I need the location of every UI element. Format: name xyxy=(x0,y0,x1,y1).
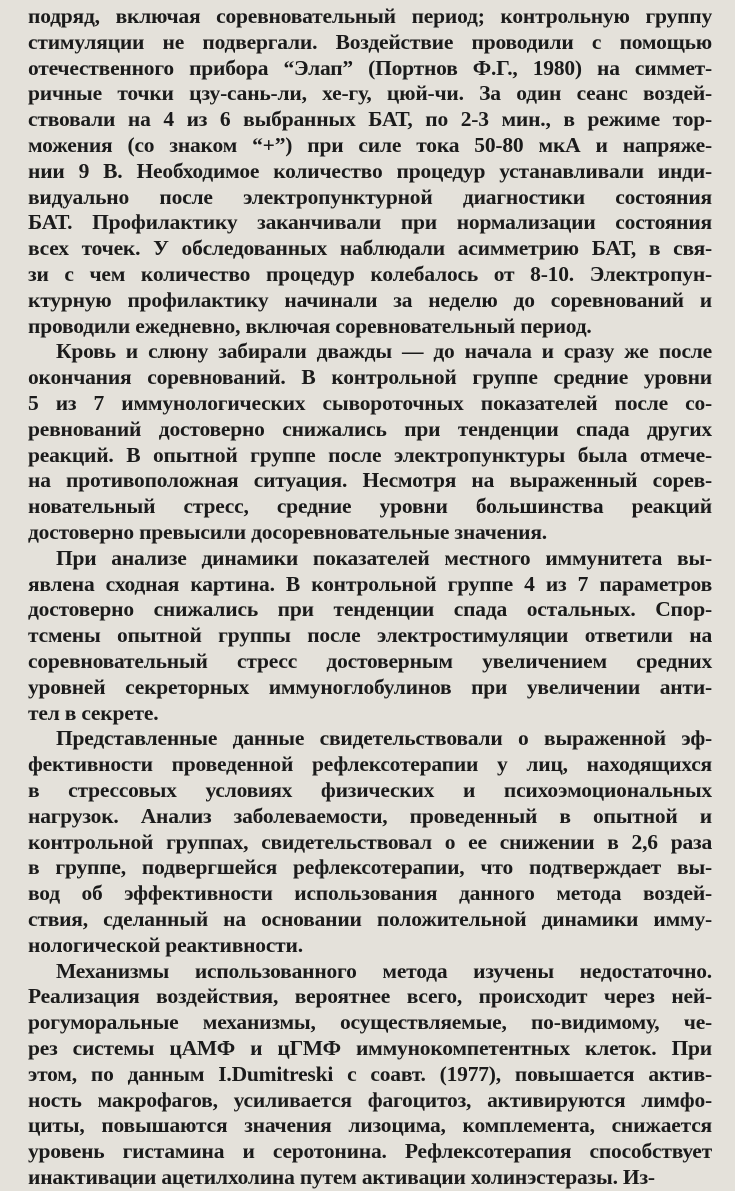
paragraph xyxy=(28,726,712,958)
paragraph xyxy=(28,4,712,339)
text-line: нагрузок. Анализ заболеваемости, проведенный в опытной и xyxy=(28,803,712,828)
text-line: этом, по данным I.Dumitreski с соавт. (1977), повышается актив- xyxy=(28,1061,712,1086)
text-line: тел в секрете. xyxy=(28,700,159,725)
text-line: циты, повышаются значения лизоцима, комплемента, снижается xyxy=(28,1113,712,1138)
paragraph xyxy=(28,546,712,727)
text-line: нологической реактивности. xyxy=(28,932,303,957)
text-line: фективности проведенной рефлексотерапии у лиц, находящихся xyxy=(28,752,712,777)
text-line: ричные точки цзу-сань-ли, хе-гу, цюй-чи. За один сеанс воздей- xyxy=(28,81,712,106)
text-line: соревновательный стресс достоверным увеличением средних xyxy=(28,648,712,673)
text-line: стимуляции не подвергали. Воздействие проводили с помощью xyxy=(28,29,712,54)
text-line: При анализе динамики показателей местного иммунитета вы- xyxy=(56,545,712,570)
text-line: новательный стресс, средние уровни большинства реакций xyxy=(28,494,712,519)
text-line: в группе, подвергшейся рефлексотерапии, что подтверждает вы- xyxy=(28,855,712,880)
text-line: рогуморальные механизмы, осуществляемые, по-видимому, че- xyxy=(28,1010,712,1035)
text-line: ствия, сделанный на основании положительной динамики имму- xyxy=(28,906,712,931)
text-line: достоверно превысили досоревновательные значения. xyxy=(28,519,547,544)
paragraph xyxy=(28,959,712,1191)
text-line: Механизмы использованного метода изучены недостаточно. xyxy=(56,958,712,983)
text-line: отечественного прибора “Элап” (Портнов Ф.Г., 1980) на симмет- xyxy=(28,55,712,80)
text-line: нии 9 В. Необходимое количество процедур устанавливали инди- xyxy=(28,158,712,183)
text-line: ревнований достоверно снижались при тенденции спада других xyxy=(28,416,712,441)
paragraph xyxy=(28,339,712,545)
text-line: контрольной группах, свидетельствовал о ее снижении в 2,6 раза xyxy=(28,829,712,854)
text-line: вод об эффективности использования данного метода воздей- xyxy=(28,881,712,906)
text-line: рез системы цАМФ и цГМФ иммунокомпетентных клеток. При xyxy=(28,1035,712,1060)
text-line: достоверно снижались при тенденции спада остальных. Спор- xyxy=(28,597,712,622)
text-line: уровень гистамина и серотонина. Рефлексотерапия способствует xyxy=(28,1139,712,1164)
text-line: видуально после электропунктурной диагностики состояния xyxy=(28,184,712,209)
text-line: Реализация воздействия, вероятнее всего, происходит через ней- xyxy=(28,984,712,1009)
text-line: в стрессовых условиях физических и психоэмоциональных xyxy=(28,777,712,802)
text-line: окончания соревнований. В контрольной группе средние уровни xyxy=(28,365,712,390)
text-line: проводили ежедневно, включая соревновательный период. xyxy=(28,313,592,338)
text-line: 5 из 7 иммунологических сывороточных показателей после со- xyxy=(28,390,712,415)
text-line: ность макрофагов, усиливается фагоцитоз, активируются лимфо- xyxy=(28,1087,712,1112)
text-line: Представленные данные свидетельствовали о выраженной эф- xyxy=(56,726,712,751)
text-line: уровней секреторных иммуноглобулинов при увеличении анти- xyxy=(28,674,712,699)
text-line: явлена сходная картина. В контрольной группе 4 из 7 параметров xyxy=(28,571,712,596)
text-line: можения (со знаком “+”) при силе тока 50-80 мкА и напряже- xyxy=(28,132,712,157)
text-line: на противоположная ситуация. Несмотря на выраженный сорев- xyxy=(28,468,712,493)
text-line: тсмены опытной группы после электростимуляции ответили на xyxy=(28,623,712,648)
text-line: всех точек. У обследованных наблюдали асимметрию БАТ, в свя- xyxy=(28,236,712,261)
text-line: реакций. В опытной группе после электропунктуры была отмече- xyxy=(28,442,712,467)
text-line: инактивации ацетилхолина путем активации холинэстеразы. Из- xyxy=(28,1164,655,1189)
text-line: БАТ. Профилактику заканчивали при нормализации состояния xyxy=(28,210,712,235)
text-line: подряд, включая соревновательный период; контрольную группу xyxy=(28,4,712,28)
text-line: ктурную профилактику начинали за неделю до соревнований и xyxy=(28,287,712,312)
text-line: Кровь и слюну забирали дважды — до начала и сразу же после xyxy=(56,339,712,364)
text-line: зи с чем количество процедур колебалось от 8-10. Электропун- xyxy=(28,261,712,286)
text-line: ствовали на 4 из 6 выбранных БАТ, по 2-3 мин., в режиме тор- xyxy=(28,107,712,132)
